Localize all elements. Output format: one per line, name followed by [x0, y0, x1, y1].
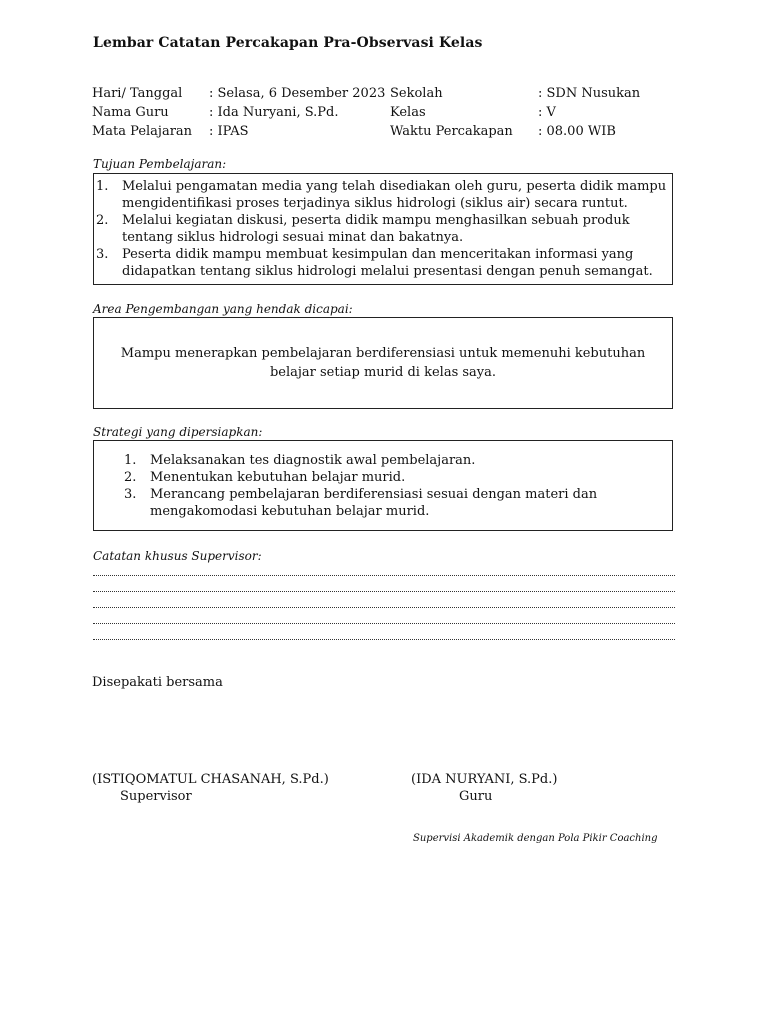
dotted-line [93, 603, 675, 608]
tujuan-item [96, 178, 670, 212]
teacher-name: (IDA NURYANI, S.Pd.) [411, 772, 558, 787]
list-text: Peserta didik mampu membuat kesimpulan dan menceritakan informasi yang didapatkan tentang siklus hidrologi melalui presentasi dengan penuh semangat. [122, 247, 653, 279]
tujuan-item [96, 246, 670, 280]
supervisor-role: Supervisor [120, 789, 192, 804]
agreement-text: Disepakati bersama [92, 675, 223, 690]
meta-label-school: Sekolah [390, 86, 443, 101]
list-text: Melaksanakan tes diagnostik awal pembelajaran. [150, 453, 476, 468]
footer-note: Supervisi Akademik dengan Pola Pikir Coaching [413, 833, 658, 844]
dotted-line [93, 587, 675, 592]
meta-values-right [538, 84, 640, 141]
list-number: 2. [96, 213, 109, 228]
strategi-item [124, 486, 664, 520]
list-number: 2. [124, 470, 137, 485]
catatan-label: Catatan khusus Supervisor: [93, 549, 262, 563]
meta-label-subject: Mata Pelajaran [92, 124, 193, 139]
area-text: Mampu menerapkan pembelajaran berdiferensiasi untuk memenuhi kebutuhan belajar setiap murid di kelas saya. [120, 346, 646, 380]
document-title: Lembar Catatan Percakapan Pra-Observasi Kelas [93, 35, 483, 51]
dotted-line [93, 619, 675, 624]
strategi-label: Strategi yang dipersiapkan: [93, 425, 263, 439]
list-text: Merancang pembelajaran berdiferensiasi sesuai dengan materi dan mengakomodasi kebutuhan belajar murid. [150, 487, 598, 519]
list-number: 3. [124, 487, 137, 502]
list-text: Menentukan kebutuhan belajar murid. [150, 470, 406, 485]
teacher-role: Guru [459, 789, 493, 804]
area-label: Area Pengembangan yang hendak dicapai: [93, 302, 353, 316]
meta-label-teacher: Nama Guru [92, 105, 169, 120]
dotted-line [93, 571, 675, 576]
meta-value-teacher: : Ida Nuryani, S.Pd. [209, 105, 339, 120]
meta-value-school: : SDN Nusukan [538, 86, 641, 101]
meta-value-subject: : IPAS [209, 124, 249, 139]
list-text: Melalui pengamatan media yang telah disediakan oleh guru, peserta didik mampu mengidentifikasi proses terjadinya siklus hidrologi (siklus air) secara runtut. [122, 179, 667, 211]
meta-value-date: : Selasa, 6 Desember 2023 [209, 86, 386, 101]
strategi-item [124, 452, 664, 469]
list-text: Melalui kegiatan diskusi, peserta didik mampu menghasilkan sebuah produk tentang siklus hidrologi sesuai minat dan bakatnya. [122, 213, 630, 245]
dotted-line [93, 635, 675, 640]
supervisor-name: (ISTIQOMATUL CHASANAH, S.Pd.) [92, 772, 329, 787]
meta-label-time: Waktu Percakapan [390, 124, 513, 139]
tujuan-list [96, 178, 670, 280]
list-number: 1. [96, 179, 109, 194]
meta-label-class: Kelas [390, 105, 426, 120]
meta-value-class: : V [538, 105, 556, 120]
strategi-item [124, 469, 664, 486]
meta-values-left [209, 84, 385, 141]
meta-labels-left [92, 84, 192, 141]
list-number: 3. [96, 247, 109, 262]
strategi-list [124, 452, 664, 520]
tujuan-label: Tujuan Pembelajaran: [93, 157, 227, 171]
tujuan-item [96, 212, 670, 246]
list-number: 1. [124, 453, 137, 468]
meta-value-time: : 08.00 WIB [538, 124, 616, 139]
meta-label-date: Hari/ Tanggal [92, 86, 183, 101]
meta-labels-right [390, 84, 513, 141]
